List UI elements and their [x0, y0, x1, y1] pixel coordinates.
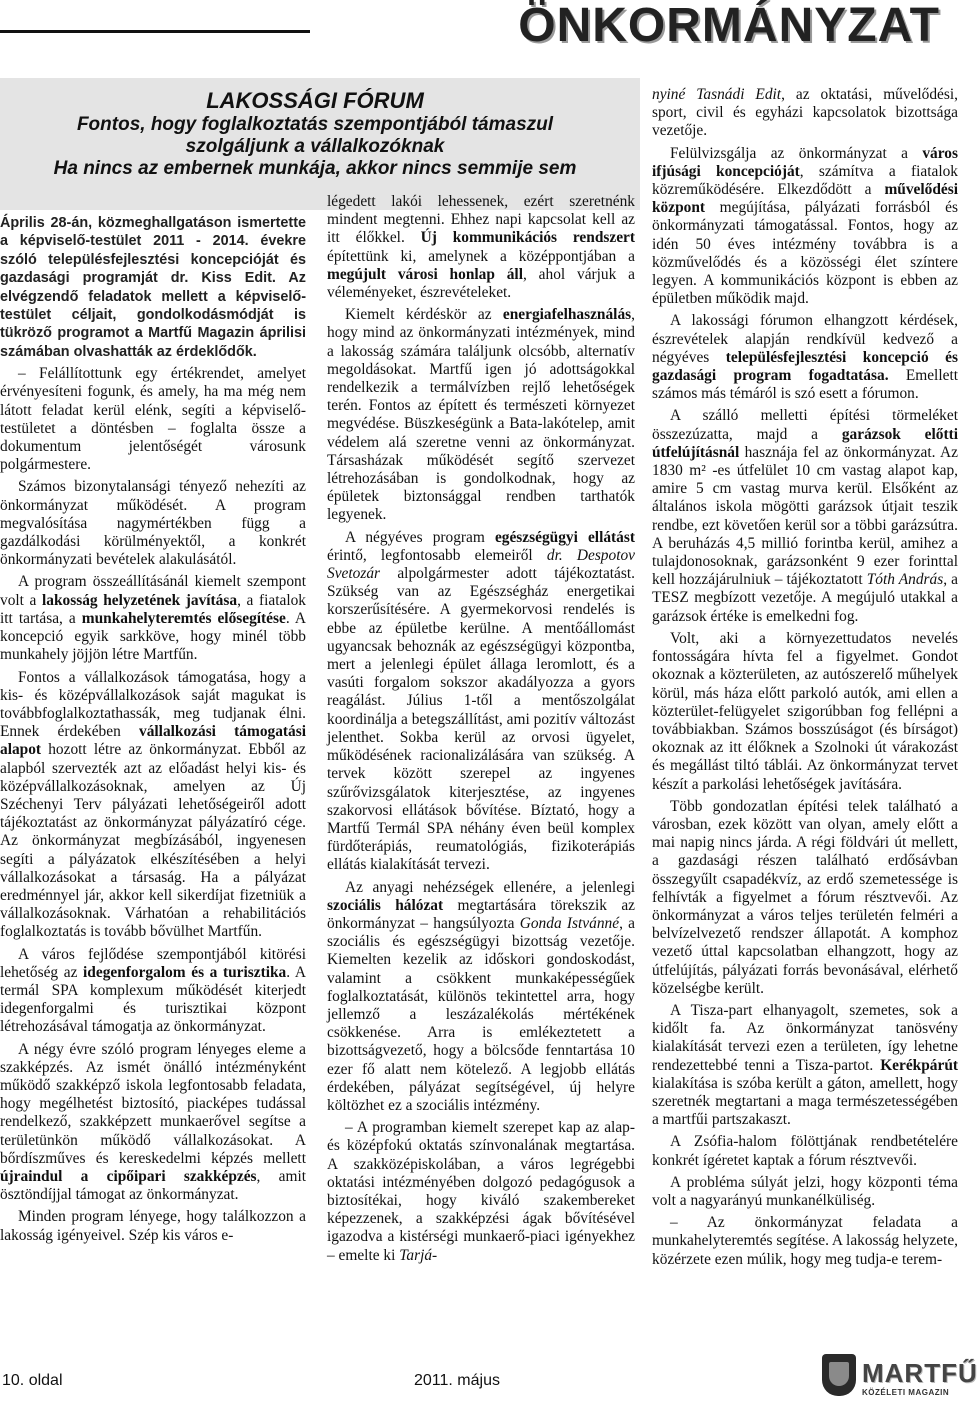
paragraph: – Felállítottunk egy értékrendet, amelyet érvényesíteni fogunk, és amely, ha ma még nem látott feladat kerül elénk, segíti a képviselő-testületet a döntésben – foglalta össze a dokumentum jelentőségét városunk polgármestere.: [0, 365, 306, 474]
paragraph: Minden program lényege, hogy találkozzon a lakosság igényeivel. Szép kis város e-: [0, 1208, 306, 1244]
paragraph: Kiemelt kérdéskör az energiafelhasználás, hogy mind az önkormányzati intézmények, mind a lakosság számára találjunk olcsóbb, alternatív megoldásokat. Martfű igen jó adottságokkal rendelkezik a termálvízben rejlő lehetőségek terén. Fontos az épített és természeti környezet megvédése. Büszkeségünk a Bata-lakótelep, amit védelem alá szeretne venni az önkormányzat. Társasházak működését segítő szervezet létrehozásában is gondolkodnak, hogy az épületek biztonsággal rendben tarthatók legyenek.: [327, 306, 635, 524]
paragraph: – A programban kiemelt szerepet kap az alap- és középfokú oktatás színvonalának megtartása. A szakközépiskolában, a város legrégebbi oktatási intézményében dolgozó pedagógusok a biztosítékai, hogy kiváló szakembereket képezzenek, a szakképzési ágak bővítésével igazodva a kistérségi munkaerő-piaci igényekhez – emelte ki Tarjá-: [327, 1119, 635, 1264]
paragraph: Több gondozatlan építési telek található a városban, ezek között van olyan, amely előtt a mai napig nincs járda. A régi földvári út mellett, a gazdasági részen található erdősávban összegyűlt csapadékvíz, az erdő szemetessége is felhívták a figyelmet a fórum résztvevői. Az önkormányzat a város teljes területén felméri a belvízelvezető rendszer állapotát. A komphoz vezető úttal kapcsolatban elhangzott, hogy az útfelújítás, pályázati forrás bevonásával, elérhető közelségbe került.: [652, 797, 958, 997]
paragraph: A négyéves program egészségügyi ellátást érintő, legfontosabb elemeiről dr. Despotov Svetozár alpolgármester adott tájékoztatást. Szükség van az Egészségház energetikai korszerűsítésére. A gyermekorvosi rendelés is ebbe az épületbe kerülne. A mentőállomást ugyancsak behoznák az egészségügyi központba, mert a jelenlegi épület állaga leromlott, és a vasúti forgalom sokszor akadályozza a gyors reagálást. Július 1-től a mentőszolgálat koordinálja a betegszállítást, ami pozitív változást jelenthet. Sokba kerül az orvosi ügyelet, működésének racionalizálására van szükség. A tervek között szerepel az ingyenes szűrővizsgálatok kiterjesztése, az ingyenes szakorvosi ellátások bővítése. Bíztató, hogy a Martfű Termál SPA néhány éven beül komplex fürdőterápiás, reumatológiás, fizikoterápiás ellátás kialakítását tervezi.: [327, 528, 635, 874]
paragraph: légedett lakói lehessenek, ezért szeretnénk mindent megtenni. Ehhez napi kapcsolat kell az itt élőkkel. Új kommunikációs rendszert építettünk ki, amelynek a középpontjában a megújult városi honlap áll, ahol várjuk a véleményeket, észrevételeket.: [327, 193, 635, 302]
paragraph: Volt, aki a környezettudatos nevelés fontosságára hívta fel a figyelmet. Gondot okoznak a közterületen, az autószerelő műhelyek körül, más háza előtt parkoló autók, ami ellen a közterület-felügyelet szigorúbban fog fellépni a továbbiakban. Számos bosszúságot (és bírságot) okoznak az itt élőknek a Szolnoki út várakozást és megállást tiltó táblái. Az önkormányzat tervet készít a parkolási lehetőségek javítására.: [652, 629, 958, 793]
logo-brand: MARTFŰ: [862, 1358, 978, 1388]
crest-icon: [822, 1354, 856, 1396]
article-subtitle-2: szolgáljunk a vállalkozóknak: [185, 136, 445, 157]
article-title: LAKOSSÁGI FÓRUM: [206, 88, 424, 113]
header-rule: [0, 30, 310, 33]
page-number: 10. oldal: [2, 1372, 63, 1389]
paragraph: A probléma súlyát jelzi, hogy központi téma volt a nagyarányú munkanélküliség.: [652, 1173, 958, 1209]
paragraph: nyiné Tasnádi Edit, az oktatási, művelődési, sport, civil és egyházi kapcsolatok bizottsága vezetője.: [652, 86, 958, 140]
page-footer: [0, 1358, 978, 1404]
paragraph: A Zsófia-halom fölöttjának rendbetételére konkrét ígéretet kaptak a fórum résztvevői.: [652, 1133, 958, 1169]
magazine-logo: [822, 1350, 978, 1402]
logo-subtitle: KÖZÉLETI MAGAZIN: [862, 1388, 950, 1397]
article-subtitle-3: Ha nincs az embernek munkája, akkor nincs semmije sem: [53, 158, 577, 179]
paragraph: A Tisza-part elhanyagolt, szemetes, sok a kidőlt fa. Az önkormányzat tanösvény kialakítását tervezi ezen a területen, így lehetne rendezettebbé tenni a Tisza-partot. Kerékpárút kialakítása is szóba került a gáton, amellett, hogy szeretnék megtartani a maga természetességében a martfűi partszakaszt.: [652, 1001, 958, 1129]
column-3: [652, 86, 958, 1273]
paragraph: A szálló melletti építési törmeléket összezúzatta, majd a garázsok előtti útfelújításnál hasznája fel az önkormányzat. Az 1830 m² -es útfelület 10 cm vastag alapot kap, amire 5 cm vastag murva kerül. Elsőként az általános iskola mögötti garázsok útjait teszik rendbe, ezt követően kerül sor a többi garázsútra. A beruházás 4,5 millió forintba kerül, amihez a tulajdonosoknak, garázsonként 9 ezer forinttal kell hozzájárulniuk – tájékoztatott Tóth András, a TESZ megbízott vezetője. A megújuló utakkal a garázsok értéke is emelkedni fog.: [652, 407, 959, 625]
lead-paragraph: Április 28-án, közmeghallgatáson ismertette a képviselő-testület 2011 - 2014. évekre szóló településfejlesztési koncepcióját és gazdasági programját dr. Kiss Edit. Az elvégzendő feladatok mellett a képviselő-testület céljait, gondolkodásmódját is tükröző programot a Martfű Magazin áprilisi számában olvashatták az érdeklődők.: [0, 215, 306, 360]
paragraph: Fontos a vállalkozások támogatása, hogy a kis- és középvállalkozások saját magukat is továbbfoglalkoztathassák, meg tudjanak élni. Ennek érdekében vállalkozási támogatási alapot hozott létre az önkormányzat. Ebből az alapból szervezték azt az előadást helyi kis- és középvállalkozásoknak, amelyen az Új Széchenyi Terv pályázati lehetőségeiről adott tájékoztatást az önkormányzat pályázatíró cége. Az önkormányzat megbízásából, ingyenesen segíti a pályázatok elkészítésében a helyi vállalkozásokat a társaság. Ha a pályázat eredménnyel jár, akkor kell sikerdíjat fizetniük a vállalkozásoknak. Várhatóan a rehabilitációs foglalkoztatás is tovább bővülhet Martfűn.: [0, 668, 306, 941]
paragraph: Az anyagi nehézségek ellenére, a jelenlegi szociális hálózat megtartására törekszik az önkormányzat – hangsúlyozta Gonda Istvánné, a szociális és egészségügyi bizottság vezetője. Kiemelten kezelik az időskori gondoskodást, valamint a csökkent munkaképességűek foglalkoztatását, különös tekintettel arra, hogy jellemző a leszázalékolás mértékének csökkenése. Arra is emlékeztetett a bizottságvezető, hogy a bölcsőde fenntartása 10 ezer fő alatt nem kötelező. A legjobb ellátás érdekében, pályázat segítségével, új helyre költözhet ez a szociális intézmény.: [327, 878, 636, 1114]
issue-date: 2011. május: [414, 1372, 500, 1389]
paragraph: Felülvizsgálja az önkormányzat a város ifjúsági koncepcióját, számítva a fiatalok közreműködésére. Elkezdődött a művelődési központ megújítása, pályázati forrásból és önkormányzati támogatással. Fontos, hogy az idén 50 éves intézmény továbbra is a közművelődés és a közösségi élet színtere legyen. A kommunikációs központ is ebben az épületben működik majd.: [652, 144, 958, 308]
article-subtitle-1: Fontos, hogy foglalkoztatás szempontjából támaszul: [76, 114, 554, 135]
paragraph: A város fejlődése szempontjából kitörési lehetőség az idegenforgalom és a turisztika. A termál SPA komplexum működését kiterjedt idegenforgalmi és turisztikai központ létrehozásával támogatja az önkormányzat.: [0, 945, 306, 1036]
column-1: [0, 214, 306, 1249]
paragraph: A négy évre szóló program lényeges eleme a szakképzés. Az ismét önálló intézményként működő szakképző iskola legfontosabb feladata, hogy megélhetést biztosító, piacképes tudással rendelkező, szakképzett munkaerővel segítse a területünkön működő vállalkozásokat. A bőrdíszműves és kereskedelmi képzés mellett újraindul a cipőipari szakképzés, amit ösztöndíjjal támogat az önkormányzat.: [0, 1040, 306, 1204]
column-2: [327, 193, 635, 1269]
forum-heading: [0, 88, 630, 180]
header-bar: [0, 0, 960, 68]
paragraph: A program összeállításánál kiemelt szempont volt a lakosság helyzetének javítása, a fiatalok itt tartása, a munkahelyteremtés elősegítése. A koncepció egyik sarkköve, hogy minél több munkahely jöjjön létre Martfűn.: [0, 573, 306, 664]
paragraph: Számos bizonytalansági tényező nehezíti az önkormányzat működését. A program megvalósítása nagymértékben függ a gazdálkodási körülményektől, a konkrét önkormányzati bevételek alakulásától.: [0, 478, 306, 569]
paragraph: – Az önkormányzat feladata a munkahelyteremtés segítése. A lakosság helyzete, közérzete ezen múlik, hogy meg tudja-e terem-: [652, 1214, 959, 1268]
section-masthead: ÖNKORMÁNYZAT: [518, 0, 940, 52]
paragraph: A lakossági fórumon elhangzott kérdések, észrevételek alapján rendkívül kedvező a négyéves településfejlesztési koncepció és gazdasági program fogadtatása. Emellett számos más témáról is szó esett a fórumon.: [652, 312, 958, 403]
